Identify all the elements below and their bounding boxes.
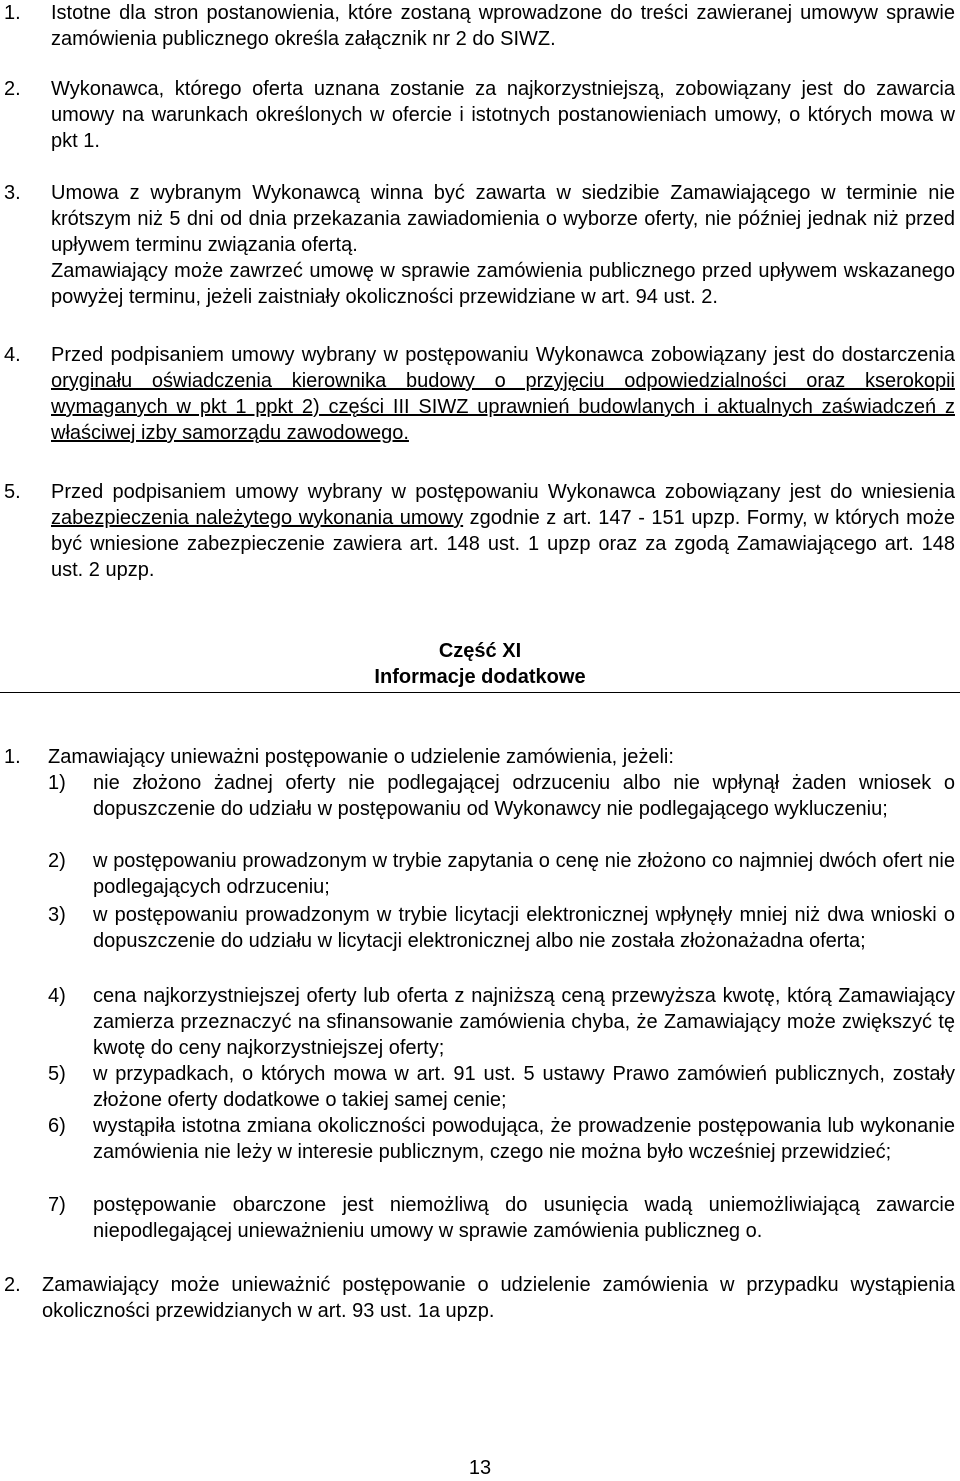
sub-item-3 <box>48 902 955 954</box>
page-number: 13 <box>468 1457 492 1479</box>
list-item-5 <box>4 479 955 583</box>
list-item-2 <box>4 76 955 154</box>
item-text-underlined: oryginału oświadczenia kierownika budowy o przyjęciu odpowiedzialności oraz kserokopii wymaganych w pkt 1 ppkt 2) części III SIWZ uprawnień budowlanych i aktualnych zaświadczeń z właściwej izby samorządu zawodowego. <box>51 370 955 444</box>
sub-item-1 <box>48 770 955 822</box>
item-text-plain: Przed podpisaniem umowy wybrany w postępowaniu Wykonawca zobowiązany jest do wniesienia <box>51 481 955 503</box>
sub-item-number: 2) <box>48 850 66 872</box>
item-text: Zamawiający unieważni postępowanie o udzielenie zamówienia, jeżeli: <box>48 746 674 768</box>
sub-item-text: wystąpiła istotna zmiana okoliczności powodująca, że prowadzenie postępowania lub wykonanie zamówienia nie leży w interesie publicznym, czego nie można było wcześniej przewidzieć; <box>93 1115 955 1163</box>
item-text: Wykonawca, którego oferta uznana zostanie za najkorzystniejszą, zobowiązany jest do zawarcia umowy na warunkach określonych w ofercie i istotnych postanowieniach umowy, o których mowa w pkt 1. <box>51 78 955 152</box>
item-text <box>51 479 955 583</box>
list-item-4 <box>4 342 955 446</box>
item-text-plain-end: zgodnie z art. 147 - 151 upzp. Formy, w których może być wniesione zabezpieczenie zawiera art. 148 ust. 1 upzp oraz za zgodą Zamawiającego art. 148 ust. 2 upzp. <box>51 507 955 581</box>
item-text-plain: Przed podpisaniem umowy wybrany w postępowaniu Wykonawca zobowiązany jest do dostarczenia <box>51 344 955 366</box>
item-number: 5. <box>4 481 21 503</box>
sub-item-text: w przypadkach, o których mowa w art. 91 ust. 5 ustawy Prawo zamówień publicznych, zostały złożone oferty dodatkowe o takiej samej cenie; <box>93 1063 955 1111</box>
sub-item-5 <box>48 1061 955 1113</box>
item-text: Zamawiający może unieważnić postępowanie o udzielenie zamówienia w przypadku wystąpienia okoliczności przewidzianych w art. 93 ust. 1a upzp. <box>42 1274 955 1322</box>
sub-item-text: nie złożono żadnej oferty nie podlegającej odrzuceniu albo nie wpłynął żaden wniosek o dopuszczenie do udziału w postępowaniu od Wykonawcy nie podlegającego wykluczeniu; <box>93 772 955 820</box>
sub-item-text: postępowanie obarczone jest niemożliwą do usunięcia wadą uniemożliwiającą zawarcie niepodlegającej unieważnieniu umowy w sprawie zamówienia publiczneg o. <box>93 1194 955 1242</box>
sub-item-4 <box>48 983 955 1061</box>
sub-item-text: w postępowaniu prowadzonym w trybie zapytania o cenę nie złożono co najmniej dwóch ofert nie podlegających odrzuceniu; <box>93 850 955 898</box>
info-item-2 <box>4 1272 955 1324</box>
sub-item-6 <box>48 1113 955 1165</box>
list-item-1 <box>4 0 955 52</box>
sub-item-text: cena najkorzystniejszej oferty lub oferta z najniższą ceną przewyższa kwotę, którą Zamawiający zamierza przeznaczyć na sfinansowanie zamówienia chyba, że Zamawiający może zwiększyć tę kwotę do ceny najkorzystniejszej oferty; <box>93 985 955 1059</box>
section-title: Informacje dodatkowe <box>374 666 586 688</box>
info-item-1 <box>4 744 955 770</box>
sub-item-number: 5) <box>48 1063 66 1085</box>
sub-item-number: 4) <box>48 985 66 1007</box>
item-number: 2. <box>4 78 21 100</box>
item-number: 1. <box>4 746 21 768</box>
sub-item-2 <box>48 848 955 900</box>
item-text: Umowa z wybranym Wykonawcą winna być zawarta w siedzibie Zamawiającego w terminie nie krótszym niż 5 dni od dnia przekazania zawiadomienia o wyborze oferty, nie później jednak niż przed upływem terminu związania ofertą. <box>51 182 955 256</box>
sub-item-7 <box>48 1192 955 1244</box>
sub-item-number: 7) <box>48 1194 66 1216</box>
sub-item-number: 6) <box>48 1115 66 1137</box>
section-part-heading: Część XI <box>438 640 522 662</box>
sub-item-number: 3) <box>48 904 66 926</box>
item-text <box>51 342 955 446</box>
item-text-underlined: zabezpieczenia należytego wykonania umowy <box>51 507 464 529</box>
sub-item-text: w postępowaniu prowadzonym w trybie licytacji elektronicznej wpłynęły mniej niż dwa wnioski o dopuszczenie do udziału w licytacji elektronicznej albo nie została złożonażadna oferta; <box>93 904 955 952</box>
item-text: Istotne dla stron postanowienia, które zostaną wprowadzone do treści zawieranej umowyw sprawie zamówienia publicznego określa załącznik nr 2 do SIWZ. <box>51 2 955 50</box>
item-number: 2. <box>4 1274 21 1296</box>
sub-item-number: 1) <box>48 772 66 794</box>
heading-underline-divider <box>0 692 960 693</box>
item-number: 3. <box>4 182 21 204</box>
list-item-3 <box>4 180 955 310</box>
item-number: 1. <box>4 2 21 24</box>
item-number: 4. <box>4 344 21 366</box>
item-text-continued: Zamawiający może zawrzeć umowę w sprawie zamówienia publicznego przed upływem wskazanego powyżej terminu, jeżeli zaistniały okoliczności przewidziane w art. 94 ust. 2. <box>51 260 955 308</box>
